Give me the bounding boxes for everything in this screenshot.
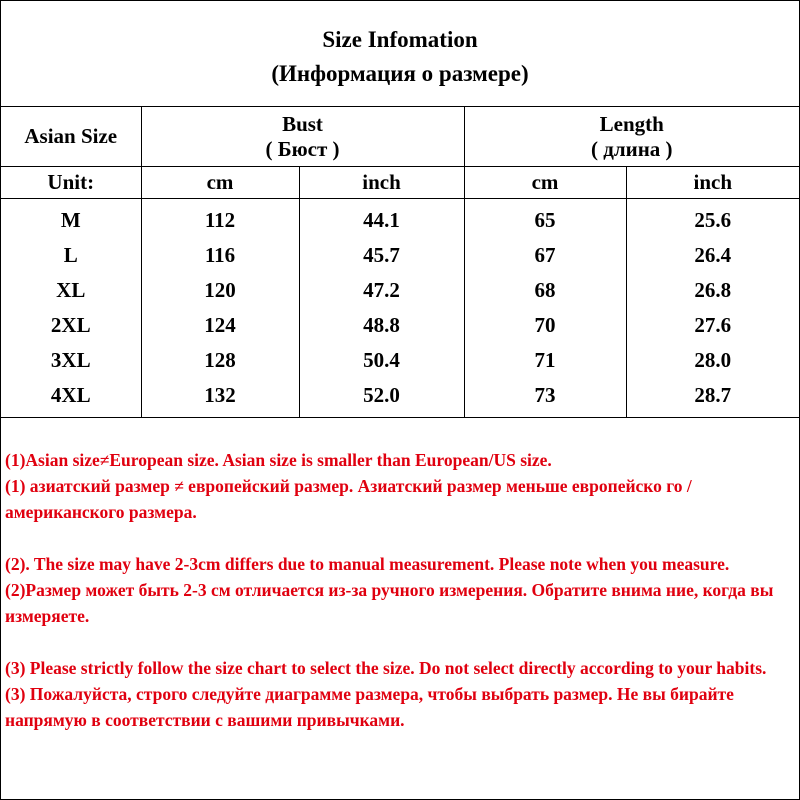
unit-bust-inch: inch <box>299 167 464 199</box>
bust-cm-cell: 132 <box>141 378 299 418</box>
unit-bust-cm: cm <box>141 167 299 199</box>
bust-header-ru: ( Бюст ) <box>265 136 340 161</box>
note-3-russian: (3) Пожалуйста, строго следуйте диаграмме размера, чтобы выбрать размер. Не вы бирайте напрямую в соответствии с вашими привычками. <box>5 684 734 730</box>
asian-size-header: Asian Size <box>1 107 141 167</box>
length-cm-cell: 65 <box>464 199 626 239</box>
length-inch-cell: 28.0 <box>626 343 799 378</box>
length-cm-cell: 67 <box>464 238 626 273</box>
length-header <box>464 107 799 167</box>
length-inch-cell: 26.4 <box>626 238 799 273</box>
length-inch-cell: 25.6 <box>626 199 799 239</box>
table-row <box>1 273 799 308</box>
note-1-russian: (1) азиатский размер ≠ европейский размер. Азиатский размер меньше европейско го / американского размера. <box>5 476 692 522</box>
length-cm-cell: 71 <box>464 343 626 378</box>
bust-cm-cell: 112 <box>141 199 299 239</box>
bust-cm-cell: 128 <box>141 343 299 378</box>
size-cell: L <box>1 238 141 273</box>
title-russian: (Информация о размере) <box>271 61 529 86</box>
note-1-english: (1)Asian size≠European size. Asian size is smaller than European/US size. <box>5 450 552 470</box>
table-row <box>1 238 799 273</box>
length-header-en: Length <box>599 111 664 136</box>
notes-section <box>5 447 795 733</box>
unit-label: Unit: <box>1 167 141 199</box>
note-spacer <box>5 629 795 655</box>
title-english: Size Infomation <box>322 27 478 52</box>
table-row <box>1 308 799 343</box>
length-inch-cell: 26.8 <box>626 273 799 308</box>
bust-cm-cell: 120 <box>141 273 299 308</box>
note-3-english: (3) Please strictly follow the size chart to select the size. Do not select directly according to your habits. <box>5 658 767 678</box>
length-cm-cell: 68 <box>464 273 626 308</box>
bust-inch-cell: 50.4 <box>299 343 464 378</box>
bust-inch-cell: 45.7 <box>299 238 464 273</box>
size-cell: 3XL <box>1 343 141 378</box>
table-row <box>1 199 799 239</box>
table-row <box>1 378 799 418</box>
bust-inch-cell: 48.8 <box>299 308 464 343</box>
unit-length-inch: inch <box>626 167 799 199</box>
bust-header-en: Bust <box>282 111 323 136</box>
size-cell: 4XL <box>1 378 141 418</box>
length-cm-cell: 73 <box>464 378 626 418</box>
length-cm-cell: 70 <box>464 308 626 343</box>
size-table <box>1 107 799 418</box>
title-box <box>1 1 799 107</box>
size-cell: 2XL <box>1 308 141 343</box>
bust-cm-cell: 124 <box>141 308 299 343</box>
note-2-english: (2). The size may have 2-3cm differs due to manual measurement. Please note when you measure. <box>5 554 730 574</box>
size-cell: XL <box>1 273 141 308</box>
unit-length-cm: cm <box>464 167 626 199</box>
note-2-russian: (2)Размер может быть 2-3 см отличается из-за ручного измерения. Обратите внима ние, когда вы измеряете. <box>5 580 774 626</box>
size-cell: M <box>1 199 141 239</box>
length-inch-cell: 27.6 <box>626 308 799 343</box>
table-row <box>1 343 799 378</box>
bust-cm-cell: 116 <box>141 238 299 273</box>
bust-inch-cell: 47.2 <box>299 273 464 308</box>
length-inch-cell: 28.7 <box>626 378 799 418</box>
note-spacer <box>5 525 795 551</box>
bust-inch-cell: 44.1 <box>299 199 464 239</box>
length-header-ru: ( длина ) <box>590 136 673 161</box>
unit-row <box>1 167 799 199</box>
bust-inch-cell: 52.0 <box>299 378 464 418</box>
bust-header <box>141 107 464 167</box>
table-header-row <box>1 107 799 167</box>
